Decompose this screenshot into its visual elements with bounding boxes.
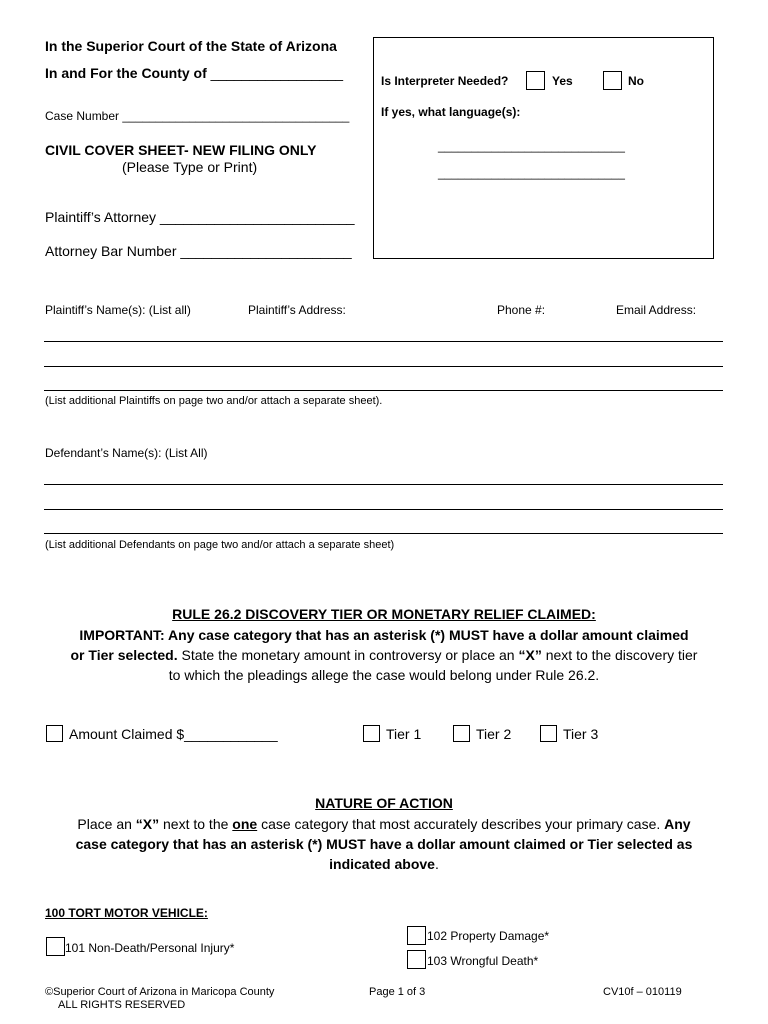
bar-number-field[interactable]: ______________________: [180, 243, 352, 259]
bar-number-row: [45, 243, 352, 259]
footer-copyright: ©Superior Court of Arizona in Maricopa County: [45, 986, 275, 998]
nature-line2: case category that has an asterisk (*) MUST have a dollar amount claimed or Tier selected as: [75, 836, 693, 852]
defendant-line-2[interactable]: [44, 509, 723, 510]
tort-heading: 100 TORT MOTOR VEHICLE:: [45, 906, 208, 920]
amount-claimed-label: Amount Claimed $: [69, 726, 185, 742]
nature-text-a: Place an: [77, 816, 136, 832]
tier3-label: Tier 3: [563, 726, 599, 742]
language-field-1[interactable]: ____________________________: [438, 139, 625, 153]
amount-claimed-checkbox[interactable]: [46, 725, 63, 742]
item101-checkbox[interactable]: [46, 937, 65, 956]
bar-number-label: Attorney Bar Number: [45, 243, 177, 259]
plaintiff-note: (List additional Plaintiffs on page two and/or attach a separate sheet).: [45, 395, 383, 407]
nature-one: one: [232, 816, 258, 832]
item101-label: 101 Non-Death/Personal Injury*: [65, 941, 235, 955]
interpreter-yes-checkbox[interactable]: [526, 71, 545, 90]
case-number-row: [45, 109, 349, 123]
tier2-checkbox[interactable]: [453, 725, 470, 742]
nature-line3-bold: indicated above: [329, 856, 435, 872]
rule-important-bold: or Tier selected.: [70, 647, 178, 663]
county-field[interactable]: _________________: [210, 65, 344, 81]
form-subtitle: (Please Type or Print): [122, 159, 258, 175]
nature-text-c: case category that most accurately describes your primary case.: [257, 816, 665, 832]
plaintiff-line-2[interactable]: [44, 366, 723, 367]
tier1-checkbox[interactable]: [363, 725, 380, 742]
plaintiff-line-3[interactable]: [44, 390, 723, 391]
plaintiff-address-label: Plaintiff’s Address:: [248, 303, 346, 317]
language-label: If yes, what language(s):: [381, 105, 521, 119]
rule-x-mark: “X”: [518, 647, 542, 663]
case-number-field[interactable]: __________________________________: [122, 109, 350, 123]
interpreter-no-label: No: [628, 74, 644, 88]
nature-heading: NATURE OF ACTION: [315, 795, 453, 811]
rule-important-line1: IMPORTANT: Any case category that has an asterisk (*) MUST have a dollar amount claimed: [79, 627, 689, 643]
nature-x-mark: “X”: [135, 816, 160, 832]
tier3-checkbox[interactable]: [540, 725, 557, 742]
plaintiff-phone-label: Phone #:: [497, 303, 546, 317]
amount-claimed-field[interactable]: ____________: [184, 726, 278, 742]
form-title: CIVIL COVER SHEET- NEW FILING ONLY: [45, 142, 317, 158]
plaintiff-name-label: Plaintiff’s Name(s): (List all): [45, 303, 191, 317]
tier2-label: Tier 2: [476, 726, 512, 742]
item102-checkbox[interactable]: [407, 926, 426, 945]
interpreter-no-checkbox[interactable]: [603, 71, 622, 90]
county-label: [45, 65, 343, 81]
attorney-row: [45, 209, 355, 225]
rule-important-text-b: next to the discovery tier: [541, 647, 698, 663]
footer-rights: ALL RIGHTS RESERVED: [58, 999, 186, 1011]
defendant-line-3[interactable]: [44, 533, 723, 534]
language-field-2[interactable]: ____________________________: [438, 166, 625, 180]
interpreter-question: Is Interpreter Needed?: [381, 74, 509, 88]
defendant-name-label: Defendant’s Name(s): (List All): [45, 446, 208, 460]
rule-important-line2: [0, 647, 768, 663]
nature-line3: [0, 856, 768, 872]
footer-page-number: Page 1 of 3: [369, 986, 426, 998]
item103-checkbox[interactable]: [407, 950, 426, 969]
nature-text-bold: Any: [664, 816, 691, 832]
nature-line1: [0, 816, 768, 832]
item102-label: 102 Property Damage*: [427, 929, 550, 943]
interpreter-yes-label: Yes: [552, 74, 573, 88]
plaintiff-email-label: Email Address:: [616, 303, 697, 317]
defendant-note: (List additional Defendants on page two and/or attach a separate sheet): [45, 539, 395, 551]
defendant-line-1[interactable]: [44, 484, 723, 485]
rule-important-line3: to which the pleadings allege the case would belong under Rule 26.2.: [168, 667, 600, 683]
court-title-line1: In the Superior Court of the State of Arizona: [45, 38, 337, 54]
rule-important-text-a: State the monetary amount in controversy or place an: [177, 647, 519, 663]
case-number-label: Case Number: [45, 109, 120, 123]
tier1-label: Tier 1: [386, 726, 422, 742]
attorney-label: Plaintiff’s Attorney: [45, 209, 157, 225]
attorney-field[interactable]: _________________________: [159, 209, 355, 225]
rule-heading: RULE 26.2 DISCOVERY TIER OR MONETARY RELIEF CLAIMED:: [172, 606, 596, 622]
nature-text-b: next to the: [159, 816, 233, 832]
county-label-text: In and For the County of: [45, 65, 207, 81]
nature-line3-end: .: [434, 856, 439, 872]
plaintiff-line-1[interactable]: [44, 341, 723, 342]
item103-label: 103 Wrongful Death*: [427, 954, 539, 968]
amount-claimed-row: [69, 726, 278, 742]
footer-form-id: CV10f – 010119: [603, 986, 682, 998]
